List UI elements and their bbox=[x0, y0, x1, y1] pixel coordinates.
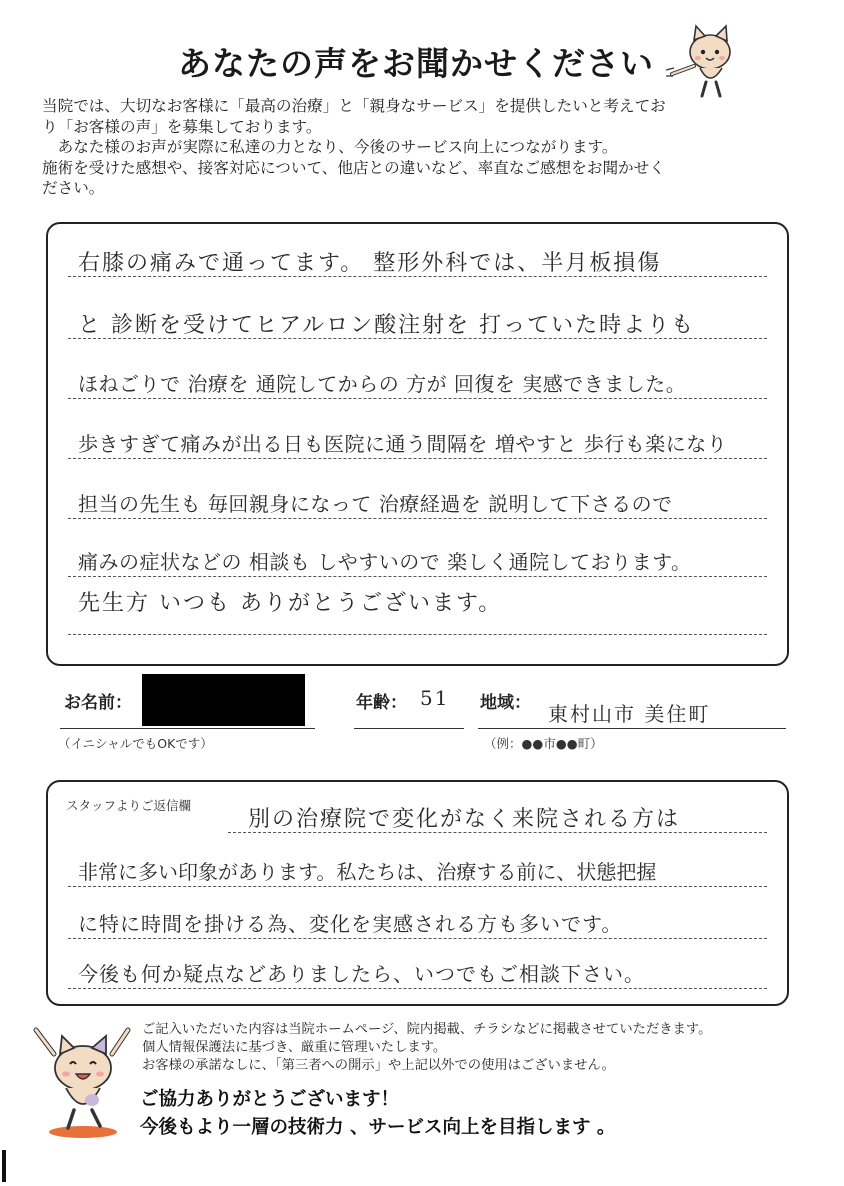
staff-reply-line: 非常に多い印象があります。私たちは、治療する前に、状態把握 bbox=[78, 860, 657, 884]
staff-reply-label: スタッフよりご返信欄 bbox=[66, 798, 192, 813]
age-value: 51 bbox=[420, 686, 450, 710]
thanks-line: ご協力ありがとうございます！ bbox=[140, 1089, 400, 1110]
scan-edge-mark bbox=[2, 1150, 6, 1182]
ruled-line bbox=[68, 886, 767, 887]
ruled-line bbox=[68, 938, 767, 939]
footer-note-line: 個人情報保護法に基づき、厳重に管理いたします。 bbox=[142, 1040, 447, 1055]
intro-line: り「お客様の声」を募集しております。 bbox=[42, 117, 322, 136]
staff-reply-line: に特に時間を掛ける為、変化を実感される方も多いです。 bbox=[78, 912, 623, 936]
intro-line: 施術を受けた感想や、接客対応について、他店との違いなど、率直なご感想をお聞かせく bbox=[42, 158, 665, 177]
region-value: 東村山市 美住町 bbox=[548, 702, 711, 726]
name-note: （イニシャルでもOKです） bbox=[58, 736, 213, 751]
cheering-cat-icon bbox=[28, 1024, 138, 1142]
name-label: お名前： bbox=[64, 693, 132, 713]
ruled-line bbox=[68, 634, 767, 635]
age-label: 年齢： bbox=[356, 693, 407, 713]
comment-line: 担当の先生も 毎回親身になって 治療経過を 説明して下さるので bbox=[78, 492, 673, 516]
comment-line: 歩きすぎて痛みが出る日も医院に通う間隔を 増やすと 歩行も楽になり bbox=[78, 432, 728, 456]
ruled-line bbox=[68, 518, 767, 519]
region-note: （例：●●市●●町） bbox=[484, 736, 603, 751]
comment-line: 先生方 いつも ありがとうございます。 bbox=[78, 591, 503, 616]
customer-comment-box bbox=[46, 222, 789, 666]
waving-cat-icon bbox=[664, 22, 744, 102]
ruled-line bbox=[68, 458, 767, 459]
intro-line: 当院では、大切なお客様に「最高の治療」と「親身なサービス」を提供したいと考えてお bbox=[42, 97, 666, 115]
ruled-line bbox=[68, 988, 767, 989]
thanks-line: 今後もより一層の技術力 、サービス向上を目指します 。 bbox=[140, 1117, 616, 1138]
comment-line: 痛みの症状などの 相談も しやすいので 楽しく通院しております。 bbox=[78, 550, 692, 574]
staff-reply-line: 別の治療院で変化がなく来院される方は bbox=[248, 807, 681, 832]
intro-line: あなた様のお声が実際に私達の力となり、今後のサービス向上につながります。 bbox=[42, 138, 618, 156]
footer-note-line: お客様の承諾なしに、「第三者への開示」や上記以外での使用はございません。 bbox=[142, 1058, 615, 1073]
age-underline bbox=[354, 728, 464, 729]
thanks-message bbox=[140, 1086, 760, 1142]
redacted-name bbox=[142, 674, 305, 726]
region-label: 地域： bbox=[480, 693, 531, 713]
intro-text bbox=[42, 96, 802, 199]
name-underline bbox=[60, 728, 315, 729]
footer-notes bbox=[142, 1021, 822, 1075]
footer-note-line: ご記入いただいた内容は当院ホームページ、院内掲載、チラシなどに掲載させていただきます。 bbox=[142, 1022, 712, 1037]
intro-line: ださい。 bbox=[42, 179, 105, 197]
region-underline bbox=[478, 728, 786, 729]
ruled-line bbox=[68, 576, 767, 577]
comment-line: 右膝の痛みで通ってます。 整形外科では、半月板損傷 bbox=[78, 251, 662, 276]
comment-line: と 診断を受けてヒアルロン酸注射を 打っていた時よりも bbox=[78, 313, 696, 338]
comment-line: ほねごりで 治療を 通院してからの 方が 回復を 実感できました。 bbox=[78, 372, 687, 396]
staff-reply-line: 今後も何か疑点などありましたら、いつでもご相談下さい。 bbox=[78, 962, 645, 986]
ruled-line bbox=[68, 398, 767, 399]
staff-reply-box bbox=[46, 780, 789, 1006]
page-title: あなたの声をお聞かせください bbox=[178, 44, 654, 83]
